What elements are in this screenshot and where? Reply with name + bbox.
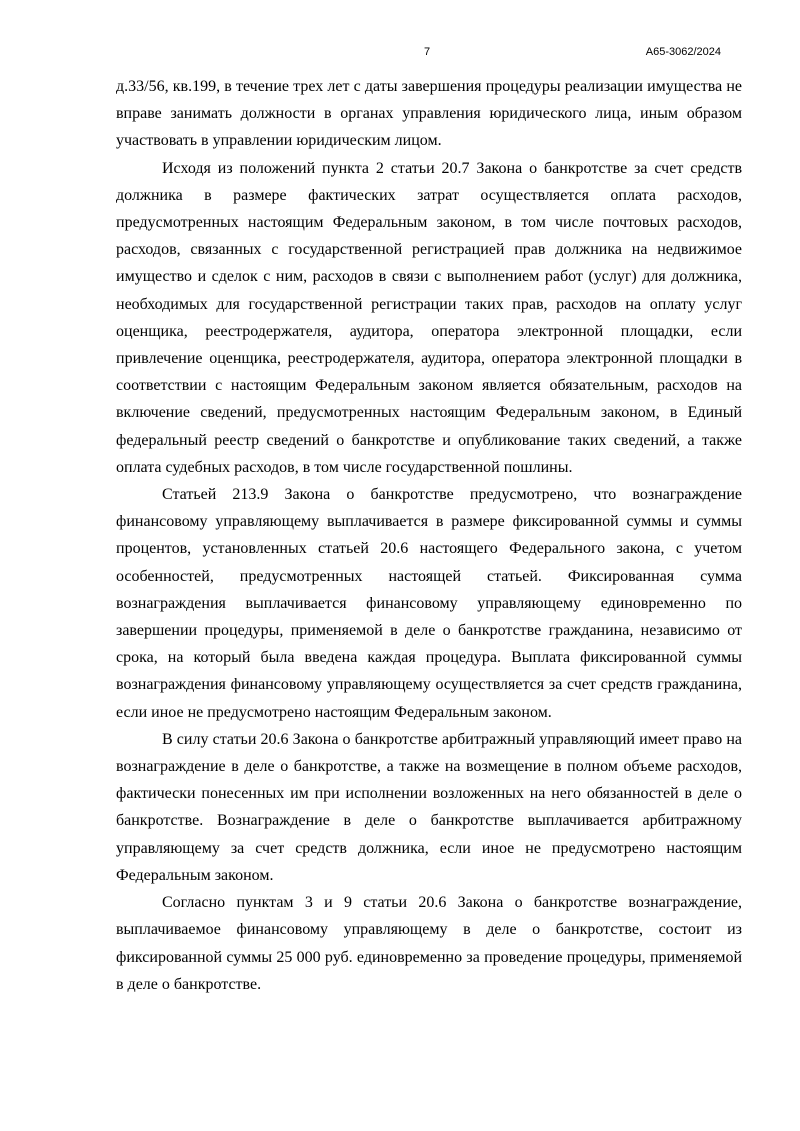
paragraph-5: Согласно пунктам 3 и 9 статьи 20.6 Закона о банкротстве вознаграждение, выплачиваемое финансовому управляющему в деле о банкротстве, состоит из фиксированной суммы 25 000 руб. единовременно за проведение процедуры, применяемой в деле о банкротстве. bbox=[116, 894, 742, 993]
paragraph-4: В силу статьи 20.6 Закона о банкротстве арбитражный управляющий имеет право на вознаграждение в деле о банкротстве, а также на возмещение в полном объеме расходов, фактически понесенных им при исполнении возложенных на него обязанностей в деле о банкротстве. Вознаграждение в деле о банкротстве выплачивается арбитражному управляющему за счет средств должника, если иное не предусмотрено настоящим Федеральным законом. bbox=[116, 730, 742, 884]
paragraph-1: д.33/56, кв.199, в течение трех лет с даты завершения процедуры реализации имущества не вправе занимать должности в органах управления юридического лица, иным образом участвовать в управлении юридическим лицом. bbox=[116, 78, 742, 150]
document-body bbox=[116, 73, 742, 998]
paragraph-3: Статьей 213.9 Закона о банкротстве предусмотрено, что вознаграждение финансовому управляющему выплачивается в размере фиксированной суммы и суммы процентов, установленных статьей 20.6 настоящего Федерального закона, с учетом особенностей, предусмотренных настоящей статьей. Фиксированная сумма вознаграждения выплачивается финансовому управляющему единовременно по завершении процедуры, применяемой в деле о банкротстве гражданина, независимо от срока, на который была введена каждая процедура. Выплата фиксированной суммы вознаграждения финансовому управляющему осуществляется за счет средств гражданина, если иное не предусмотрено настоящим Федеральным законом. bbox=[116, 486, 742, 721]
case-number: А65-3062/2024 bbox=[645, 46, 721, 58]
page-number: 7 bbox=[423, 46, 431, 58]
paragraph-2: Исходя из положений пункта 2 статьи 20.7 Закона о банкротстве за счет средств должника в размере фактических затрат осуществляется оплата расходов, предусмотренных настоящим Федеральным законом, в том числе почтовых расходов, расходов, связанных с государственной регистрацией прав должника на недвижимое имущество и сделок с ним, расходов в связи с выполнением работ (услуг) для должника, необходимых для государственной регистрации таких прав, расходов на оплату услуг оценщика, реестродержателя, аудитора, оператора электронной площадки, если привлечение оценщика, реестродержателя, аудитора, оператора электронной площадки в соответствии с настоящим Федеральным законом является обязательным, расходов на включение сведений, предусмотренных настоящим Федеральным законом, в Единый федеральный реестр сведений о банкротстве и опубликование таких сведений, а также оплата судебных расходов, в том числе государственной пошлины. bbox=[116, 159, 742, 476]
